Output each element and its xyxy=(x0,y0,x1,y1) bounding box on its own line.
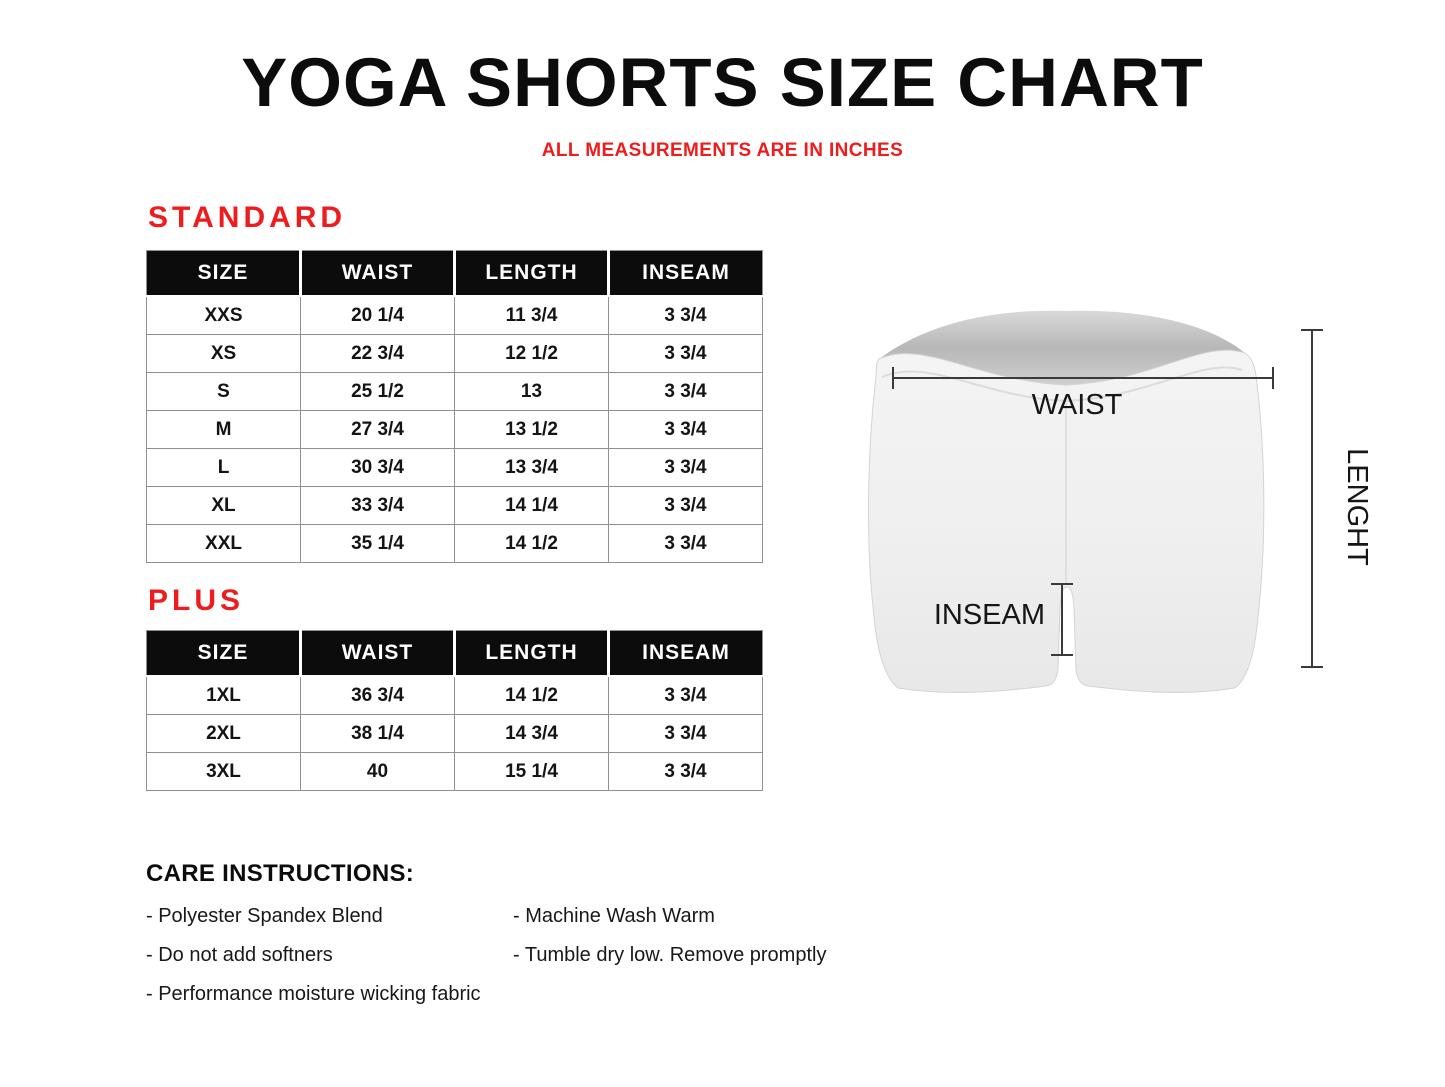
plus-size-table xyxy=(146,630,763,791)
cell-length: 13 xyxy=(455,373,609,411)
cell-inseam: 3 3/4 xyxy=(609,335,763,373)
cell-size: S xyxy=(147,373,301,411)
table-row-s xyxy=(147,373,763,411)
page-title: YOGA SHORTS SIZE CHART xyxy=(241,44,1204,121)
cell-waist: 27 3/4 xyxy=(301,411,455,449)
shorts-measurement-diagram xyxy=(855,295,1395,715)
cell-inseam: 3 3/4 xyxy=(609,296,763,335)
cell-size: XS xyxy=(147,335,301,373)
table-row-m xyxy=(147,411,763,449)
cell-size: 3XL xyxy=(147,753,301,791)
column-header-waist: WAIST xyxy=(301,251,455,297)
table-row-xxs xyxy=(147,296,763,335)
table-row-xs xyxy=(147,335,763,373)
plus-section-heading: PLUS xyxy=(148,584,245,617)
table-row-l xyxy=(147,449,763,487)
cell-length: 13 1/2 xyxy=(455,411,609,449)
care-item-tumble-dry: - Tumble dry low. Remove promptly xyxy=(513,944,827,966)
cell-length: 14 1/2 xyxy=(455,676,609,715)
table-row-xxl xyxy=(147,525,763,563)
cell-waist: 20 1/4 xyxy=(301,296,455,335)
column-header-size: SIZE xyxy=(147,251,301,297)
cell-waist: 25 1/2 xyxy=(301,373,455,411)
cell-length: 14 3/4 xyxy=(455,715,609,753)
cell-inseam: 3 3/4 xyxy=(609,715,763,753)
care-item-moisture-wicking: - Performance moisture wicking fabric xyxy=(146,983,481,1005)
column-header-size: SIZE xyxy=(147,631,301,677)
cell-inseam: 3 3/4 xyxy=(609,753,763,791)
cell-size: 2XL xyxy=(147,715,301,753)
table-row-xl xyxy=(147,487,763,525)
care-item-fabric-blend: - Polyester Spandex Blend xyxy=(146,905,383,927)
cell-waist: 33 3/4 xyxy=(301,487,455,525)
care-instructions-left-column xyxy=(146,906,481,1023)
cell-inseam: 3 3/4 xyxy=(609,525,763,563)
column-header-waist: WAIST xyxy=(301,631,455,677)
care-instructions-right-column xyxy=(513,906,826,984)
cell-size: 1XL xyxy=(147,676,301,715)
table-row-2xl xyxy=(147,715,763,753)
cell-waist: 30 3/4 xyxy=(301,449,455,487)
cell-length: 15 1/4 xyxy=(455,753,609,791)
table-row-1xl xyxy=(147,676,763,715)
cell-inseam: 3 3/4 xyxy=(609,411,763,449)
cell-length: 11 3/4 xyxy=(455,296,609,335)
cell-length: 13 3/4 xyxy=(455,449,609,487)
cell-inseam: 3 3/4 xyxy=(609,373,763,411)
column-header-inseam: INSEAM xyxy=(609,251,763,297)
cell-length: 12 1/2 xyxy=(455,335,609,373)
cell-waist: 36 3/4 xyxy=(301,676,455,715)
plus-header-row xyxy=(147,631,763,677)
table-row-3xl xyxy=(147,753,763,791)
column-header-length: LENGTH xyxy=(455,251,609,297)
cell-size: XL xyxy=(147,487,301,525)
cell-inseam: 3 3/4 xyxy=(609,449,763,487)
column-header-length: LENGTH xyxy=(455,631,609,677)
care-item-no-softeners: - Do not add softners xyxy=(146,944,333,966)
care-instructions-heading: CARE INSTRUCTIONS: xyxy=(146,860,415,887)
length-measure-line xyxy=(1301,330,1323,667)
length-label: LENGHT xyxy=(1341,448,1373,566)
cell-waist: 38 1/4 xyxy=(301,715,455,753)
cell-size: L xyxy=(147,449,301,487)
standard-header-row xyxy=(147,251,763,297)
cell-size: XXL xyxy=(147,525,301,563)
cell-waist: 35 1/4 xyxy=(301,525,455,563)
column-header-inseam: INSEAM xyxy=(609,631,763,677)
standard-section-heading: STANDARD xyxy=(148,201,347,234)
cell-waist: 40 xyxy=(301,753,455,791)
cell-size: XXS xyxy=(147,296,301,335)
cell-length: 14 1/2 xyxy=(455,525,609,563)
page-subtitle: ALL MEASUREMENTS ARE IN INCHES xyxy=(541,140,904,161)
cell-size: M xyxy=(147,411,301,449)
inseam-label: INSEAM xyxy=(933,599,1045,631)
cell-waist: 22 3/4 xyxy=(301,335,455,373)
standard-size-table xyxy=(146,250,763,563)
cell-inseam: 3 3/4 xyxy=(609,487,763,525)
care-item-machine-wash: - Machine Wash Warm xyxy=(513,905,715,927)
cell-length: 14 1/4 xyxy=(455,487,609,525)
waist-label: WAIST xyxy=(1031,389,1123,421)
shorts-illustration xyxy=(868,311,1263,693)
cell-inseam: 3 3/4 xyxy=(609,676,763,715)
